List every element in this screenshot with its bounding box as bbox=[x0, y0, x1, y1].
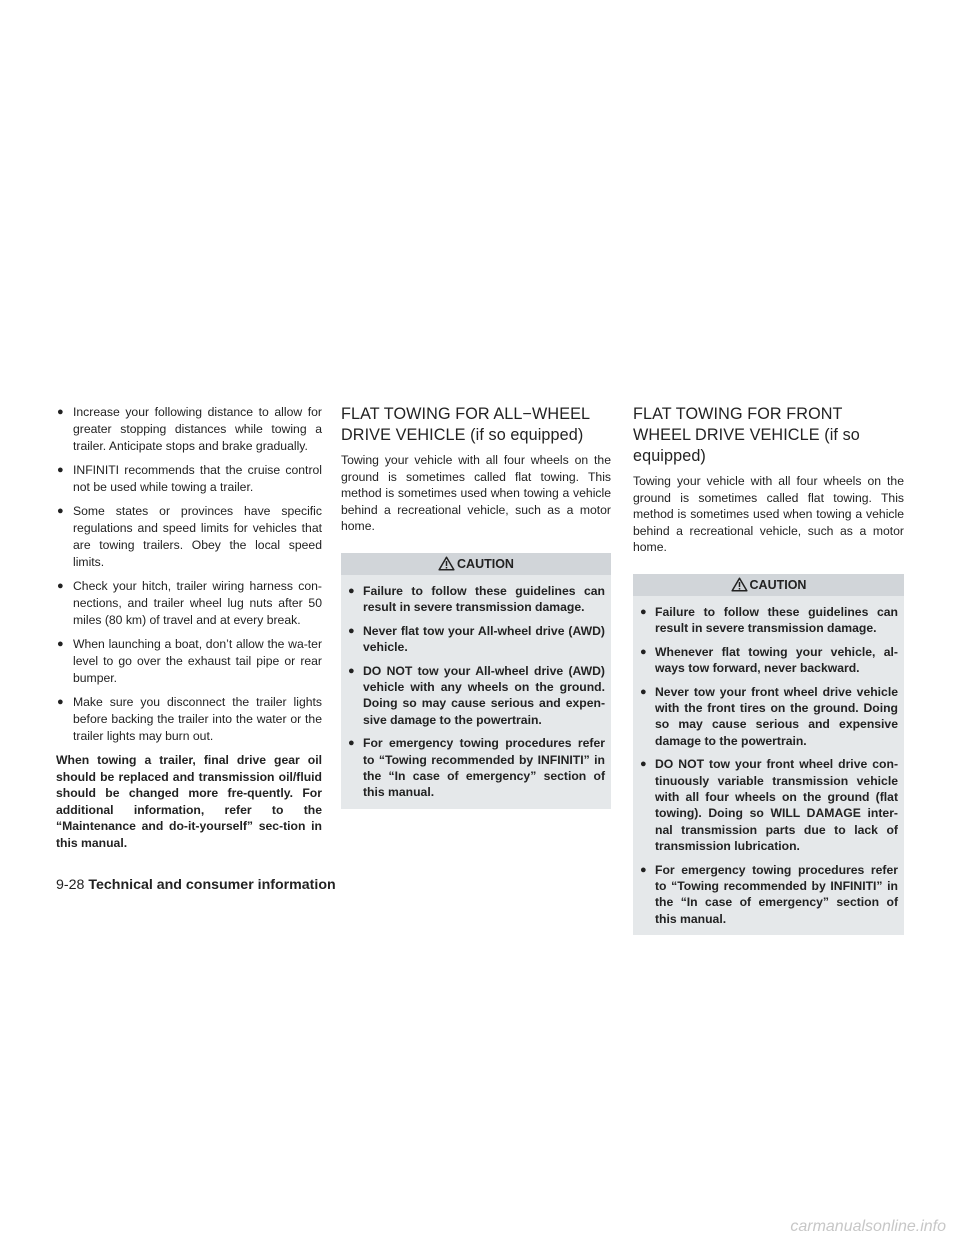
bullet-icon: ● bbox=[348, 737, 355, 750]
bullet-icon: ● bbox=[640, 645, 647, 658]
bullet-icon: ● bbox=[57, 580, 64, 592]
bullet-icon: ● bbox=[57, 505, 64, 517]
caution-list bbox=[347, 583, 605, 801]
flat-towing-description: Towing your vehicle with all four wheels on the ground is sometimes called flat towing. This method is sometimes used when towing a vehicle behind a recreational vehicle, such as a motor home. bbox=[341, 453, 611, 534]
list-item: ● Increase your following distance to allow for greater stopping distances while towing a trailer. Anticipate stops and brake gradually. bbox=[57, 405, 322, 453]
list-item: ● Check your hitch, trailer wiring harness con-nections, and trailer wheel lug nuts after 50 miles (80 km) of travel and at every break. bbox=[57, 579, 322, 627]
section-title-fwd: FLAT TOWING FOR FRONT WHEEL DRIVE VEHICLE (if so equipped) bbox=[633, 405, 860, 465]
caution-header bbox=[633, 574, 904, 596]
list-item: ● For emergency towing procedures refer to “Towing recommended by INFINITI” in the “In case of emergency” section of this manual. bbox=[348, 736, 605, 800]
column-left bbox=[56, 404, 322, 852]
caution-box-fwd bbox=[633, 574, 904, 935]
flat-towing-description: Towing your vehicle with all four wheels on the ground is sometimes called flat towing. This method is sometimes used when towing a vehicle behind a recreational vehicle, such as a motor home. bbox=[633, 474, 904, 555]
list-item: ● DO NOT tow your All-wheel drive (AWD) vehicle with any wheels on the ground. Doing so may cause serious and expen-sive damage to the powertrain. bbox=[348, 663, 605, 727]
bullet-icon: ● bbox=[57, 696, 64, 708]
bullet-icon: ● bbox=[348, 624, 355, 637]
page-number: 9-28 bbox=[56, 877, 85, 893]
list-item: ● Failure to follow these guidelines can result in severe transmission damage. bbox=[348, 583, 605, 615]
column-middle bbox=[341, 404, 611, 809]
bullet-icon: ● bbox=[57, 406, 64, 418]
maintenance-note: When towing a trailer, final drive gear oil should be replaced and transmission oil/fluid should be changed more fre-quently. For additional information, refer to the “Maintenance and do-it-yourself” sec-tion in this manual. bbox=[56, 753, 322, 850]
caution-label: CAUTION bbox=[749, 577, 807, 592]
list-item: ● INFINITI recommends that the cruise control not be used while towing a trailer. bbox=[57, 463, 322, 494]
list-item: ● DO NOT tow your front wheel drive con-tinuously variable transmission vehicle with all four wheels on the ground (flat towing). Doing so WILL DAMAGE inter-nal transmission parts due to lack of transmission lubrication. bbox=[640, 757, 898, 854]
column-right bbox=[633, 404, 904, 935]
bullet-icon: ● bbox=[348, 664, 355, 677]
list-item: ● Some states or provinces have specific regulations and speed limits for vehicles that are towing trailers. Obey the local speed limits. bbox=[57, 504, 322, 569]
caution-label: CAUTION bbox=[457, 556, 514, 571]
bullet-icon: ● bbox=[348, 584, 355, 597]
list-item: ● Make sure you disconnect the trailer lights before backing the trailer into the water or the trailer lights may burn out. bbox=[57, 695, 322, 743]
list-item: ● Whenever flat towing your vehicle, al-ways tow forward, never backward. bbox=[640, 644, 898, 676]
caution-header bbox=[341, 553, 611, 575]
warning-triangle-icon bbox=[438, 556, 455, 571]
list-item: ● When launching a boat, don’t allow the wa-ter level to go over the exhaust tail pipe or rear bumper. bbox=[57, 637, 322, 685]
towing-tips-list bbox=[56, 404, 322, 745]
section-title-awd: FLAT TOWING FOR ALL−WHEEL DRIVE VEHICLE (if so equipped) bbox=[341, 405, 590, 444]
list-item: ● Never tow your front wheel drive vehicle with the front tires on the ground. Doing so may cause serious and expensive damage to the powertrain. bbox=[640, 684, 898, 748]
page-footer bbox=[56, 877, 336, 893]
list-item: ● Never flat tow your All-wheel drive (AWD) vehicle. bbox=[348, 623, 605, 655]
list-item: ● Failure to follow these guidelines can result in severe transmission damage. bbox=[640, 604, 898, 636]
bullet-icon: ● bbox=[57, 638, 64, 650]
bullet-icon: ● bbox=[640, 758, 647, 771]
list-item: ● For emergency towing procedures refer to “Towing recommended by INFINITI” in the “In case of emergency” section of this manual. bbox=[640, 862, 898, 926]
bullet-icon: ● bbox=[640, 605, 647, 618]
bullet-icon: ● bbox=[640, 685, 647, 698]
caution-box-awd bbox=[341, 553, 611, 809]
bullet-icon: ● bbox=[640, 863, 647, 876]
warning-triangle-icon bbox=[731, 577, 748, 592]
watermark: carmanualsonline.info bbox=[790, 1218, 946, 1235]
bullet-icon: ● bbox=[57, 464, 64, 476]
caution-list bbox=[639, 604, 898, 927]
footer-section-name: Technical and consumer information bbox=[88, 877, 336, 893]
